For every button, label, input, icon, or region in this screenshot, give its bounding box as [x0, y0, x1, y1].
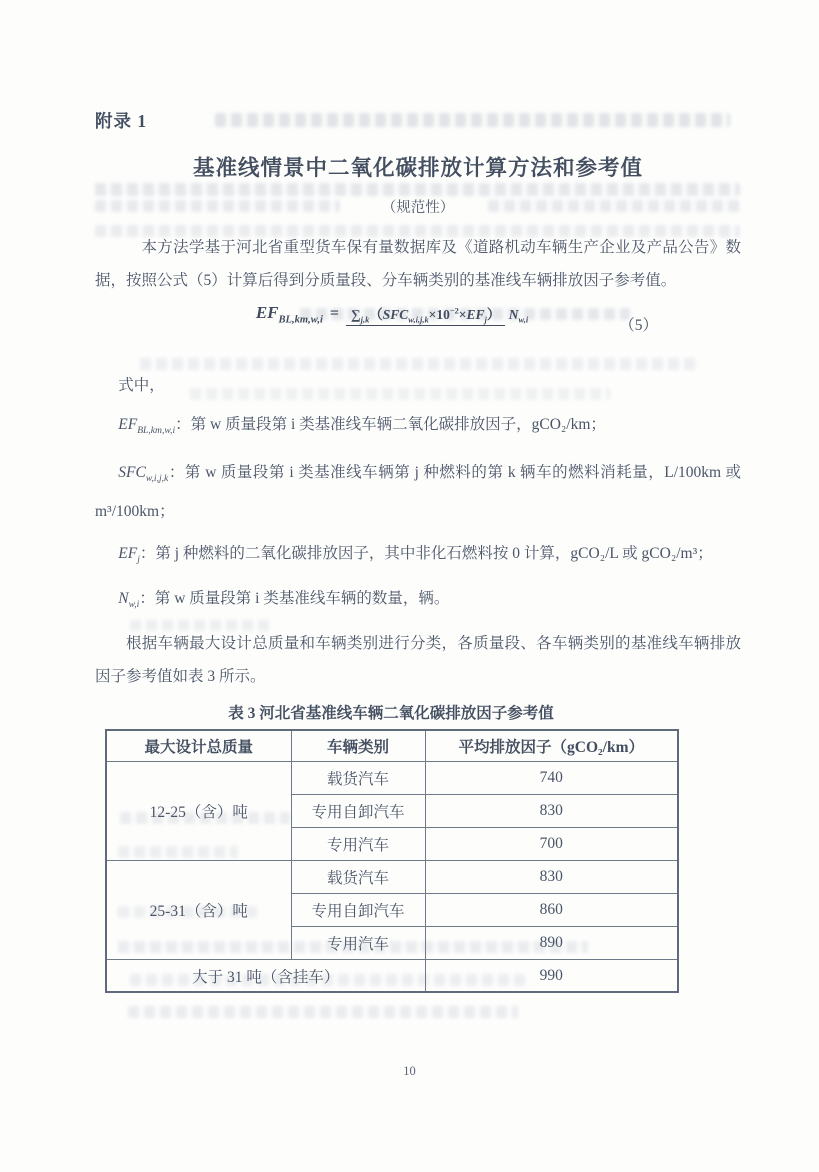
fraction-numerator: $\sum_{j,k}(SFC_{w,i,j,k}\times 10^{-2}\times EF_j)$ [346, 307, 505, 326]
definition-item [95, 537, 741, 576]
document-content [95, 108, 741, 993]
emission-value-cell: 830 [425, 794, 678, 827]
definition-symbol: $EF_j$ [118, 545, 140, 566]
emission-formula [95, 299, 741, 357]
definition-symbol: $N_{w,i}$ [118, 590, 140, 611]
column-header-vehicle-type: 车辆类别 [291, 730, 425, 761]
emission-value-cell: 700 [425, 827, 678, 860]
table-row [106, 860, 678, 893]
table-caption: 表 3 河北省基准线车辆二氧化碳排放因子参考值 [228, 705, 554, 723]
emission-factor-table [105, 729, 679, 993]
mass-range-cell: 25-31（含）吨 [106, 860, 291, 959]
equation-number: （5） [619, 317, 658, 334]
vehicle-type-cell: 专用汽车 [291, 827, 425, 860]
appendix-label: 附录 1 [95, 111, 148, 131]
document-subtitle: （规范性） [381, 200, 455, 216]
intro-paragraph: 本方法学基于河北省重型货车保有量数据库及《道路机动车辆生产企业及产品公告》数据，按照公式（5）计算后得到分质量段、分车辆类别的基准线车辆排放因子参考值。 [95, 239, 741, 289]
definition-item [95, 456, 741, 528]
vehicle-type-cell: 专用汽车 [291, 926, 425, 959]
definition-text: ：第 w 质量段第 i 类基准线车辆的数量，辆。 [139, 590, 450, 608]
formula-expression [256, 303, 528, 325]
table-header-row [106, 730, 678, 761]
definition-text: ：第 w 质量段第 i 类基准线车辆第 j 种燃料的第 k 辆车的燃料消耗量，L/100km 或 m³/100km； [95, 464, 741, 521]
where-lead: 式中， [118, 377, 165, 394]
table-footer-row [106, 959, 678, 992]
definition-item [95, 582, 741, 621]
table-footer-value: 990 [425, 959, 678, 992]
column-header-emission-factor: 平均排放因子（gCO₂/km） [425, 730, 678, 761]
emission-value-cell: 830 [425, 860, 678, 893]
definition-symbol: $SFC_{w,i,j,k}$ [118, 464, 169, 485]
table-footer-label: 大于 31 吨（含挂车） [106, 959, 425, 992]
page-number: 10 [403, 1064, 416, 1078]
document-title: 基准线情景中二氧化碳排放计算方法和参考值 [192, 156, 643, 180]
emission-value-cell: 890 [425, 926, 678, 959]
equals-sign: = [329, 305, 340, 323]
column-header-mass: 最大设计总质量 [106, 730, 291, 761]
emission-value-cell: 860 [425, 893, 678, 926]
definition-symbol: $EF_{BL,km,w,i}$ [118, 416, 176, 437]
vehicle-type-cell: 专用自卸汽车 [291, 893, 425, 926]
bleedthrough-artifact [128, 1006, 518, 1018]
definition-text: ：第 w 质量段第 i 类基准线车辆二氧化碳排放因子，gCO₂/km； [175, 416, 606, 433]
classification-paragraph: 根据车辆最大设计总质量和车辆类别进行分类，各质量段、各车辆类别的基准线车辆排放因子参考值如表 3 所示。 [95, 635, 741, 686]
vehicle-type-cell: 专用自卸汽车 [291, 794, 425, 827]
formula-lhs: $EF_{BL,km,w,i}$ [255, 303, 323, 326]
table-row [106, 761, 678, 794]
fraction-denominator: $N_{w,i}$ [508, 307, 529, 326]
definition-text: ：第 j 种燃料的二氧化碳排放因子，其中非化石燃料按 0 计算，gCO₂/L 或 gCO₂/m³； [139, 545, 713, 563]
vehicle-type-cell: 载货汽车 [291, 860, 425, 893]
formula-fraction [346, 303, 528, 325]
emission-value-cell: 740 [425, 761, 678, 794]
mass-range-cell: 12-25（含）吨 [106, 761, 291, 860]
definition-item [95, 408, 741, 447]
vehicle-type-cell: 载货汽车 [291, 761, 425, 794]
table-section [105, 701, 677, 993]
